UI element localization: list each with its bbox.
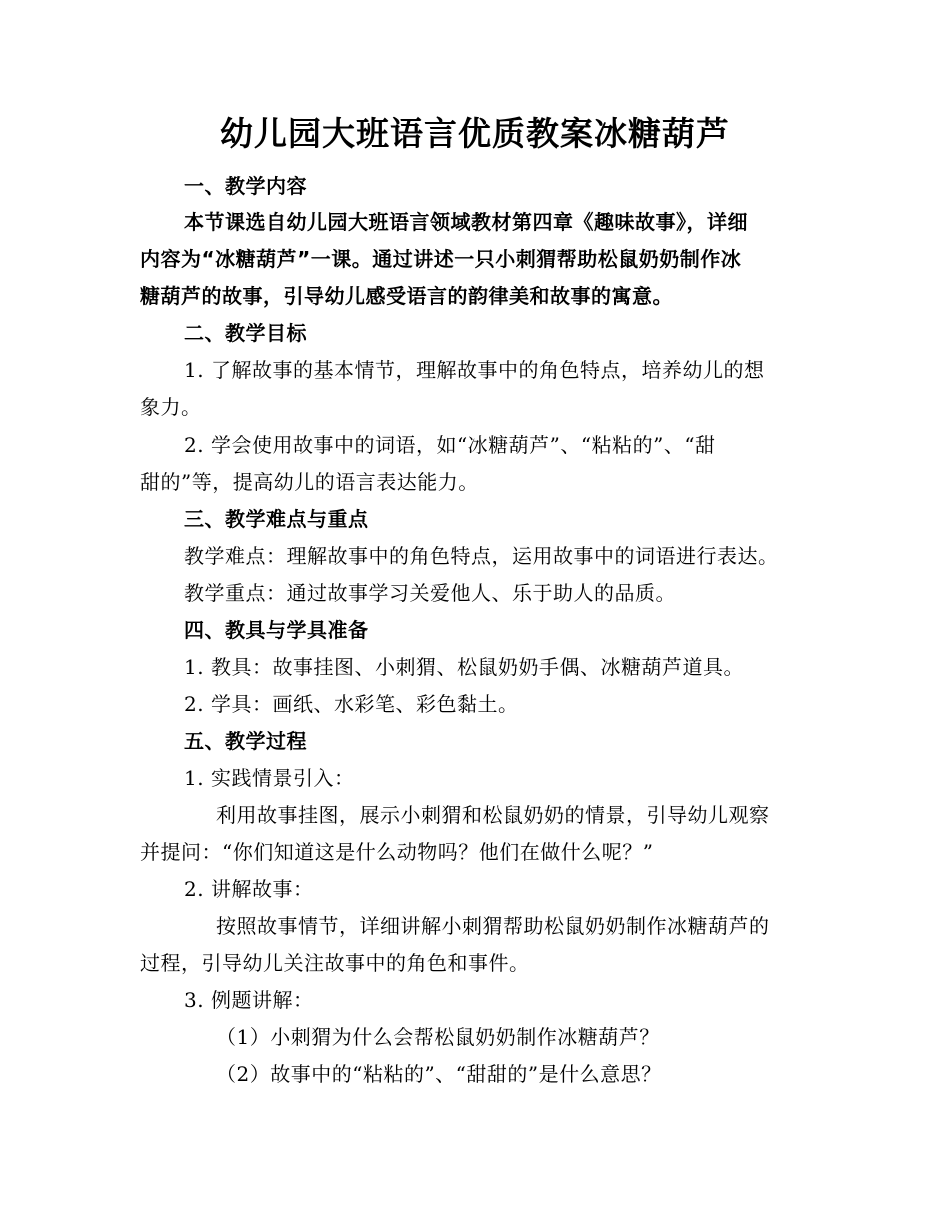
paragraph-line: 3. 例题讲解： [184, 988, 314, 1012]
paragraph-line: 1. 实践情景引入： [184, 766, 355, 790]
paragraph-line: 1. 了解故事的基本情节，理解故事中的角色特点，培养幼儿的想 [184, 358, 765, 382]
paragraph-line: 象力。 [140, 395, 202, 419]
section-heading-goals: 二、教学目标 [184, 321, 307, 345]
section-heading-materials: 四、教具与学具准备 [184, 618, 369, 642]
paragraph-line: 按照故事情节，详细讲解小刺猬帮助松鼠奶奶制作冰糖葫芦的 [216, 914, 770, 938]
section-heading-process: 五、教学过程 [184, 729, 307, 753]
paragraph-line: 本节课选自幼儿园大班语言领域教材第四章《趣味故事》，详细 [184, 210, 748, 234]
paragraph-line: （1）小刺猬为什么会帮松鼠奶奶制作冰糖葫芦？ [216, 1025, 660, 1049]
paragraph-line: 2. 讲解故事： [184, 877, 314, 901]
document-title: 幼儿园大班语言优质教案冰糖葫芦 [220, 114, 730, 153]
paragraph-line: （2）故事中的“粘粘的”、“甜甜的”是什么意思？ [216, 1062, 662, 1086]
paragraph-line: 1. 教具：故事挂图、小刺猬、松鼠奶奶手偶、冰糖葫芦道具。 [184, 655, 744, 679]
paragraph-line: 内容为“冰糖葫芦”一课。通过讲述一只小刺猬帮助松鼠奶奶制作冰 [140, 247, 742, 271]
paragraph-line: 2. 学会使用故事中的词语，如“冰糖葫芦”、“粘粘的”、“甜 [184, 433, 716, 457]
paragraph-line: 糖葫芦的故事，引导幼儿感受语言的韵律美和故事的寓意。 [140, 284, 673, 308]
paragraph-line: 过程，引导幼儿关注故事中的角色和事件。 [140, 951, 530, 975]
paragraph-line: 利用故事挂图，展示小刺猬和松鼠奶奶的情景，引导幼儿观察 [216, 803, 770, 827]
paragraph-line: 教学难点：理解故事中的角色特点，运用故事中的词语进行表达。 [184, 544, 779, 568]
paragraph-line: 甜的”等，提高幼儿的语言表达能力。 [140, 470, 479, 494]
section-heading-difficulty: 三、教学难点与重点 [184, 507, 369, 531]
paragraph-line: 并提问：“你们知道这是什么动物吗？他们在做什么呢？” [140, 840, 654, 864]
paragraph-line: 教学重点：通过故事学习关爱他人、乐于助人的品质。 [184, 581, 676, 605]
section-heading-content: 一、教学内容 [184, 174, 307, 198]
paragraph-line: 2. 学具：画纸、水彩笔、彩色黏土。 [184, 692, 519, 716]
